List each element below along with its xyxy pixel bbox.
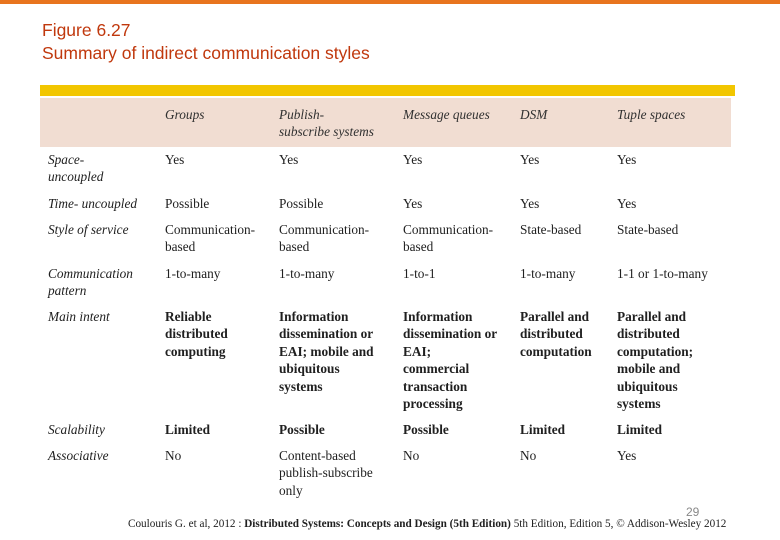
table-cell: Possible [403, 422, 449, 437]
table-cell: 1-to-many [520, 266, 576, 281]
page-number: 29 [686, 505, 700, 519]
top-accent-bar [0, 0, 780, 4]
row-label: Main intent [48, 309, 110, 324]
figure-number: Figure 6.27 [42, 20, 131, 40]
table-cell: Yes [403, 152, 423, 167]
citation-footer [128, 518, 726, 530]
table-cell: No [165, 448, 182, 463]
table-cell: 1-1 or 1-to-many [617, 266, 708, 281]
slide-title [42, 19, 370, 65]
row-label: Associative [48, 448, 109, 463]
row-label: Scalability [48, 422, 105, 437]
table-cell: Parallel and distributed computation [520, 309, 592, 359]
table-cell: 1-to-many [165, 266, 221, 281]
column-header: DSM [520, 107, 548, 122]
citation-book-title: Distributed Systems: Concepts and Design (5th Edition) [244, 518, 511, 530]
yellow-rule [40, 85, 735, 96]
column-header: Groups [165, 107, 205, 122]
table-cell: Possible [279, 196, 324, 211]
table-cell: Parallel and distributed computation; mobile and ubiquitous systems [617, 309, 694, 412]
row-label: Space- uncoupled [48, 152, 104, 185]
table-cell: Limited [165, 422, 211, 437]
column-header: Publish- subscribe systems [279, 107, 374, 140]
column-header: Tuple spaces [617, 107, 686, 122]
table-cell: State-based [617, 222, 679, 237]
table-cell: Communication- based [279, 222, 370, 255]
row-label: Communication pattern [48, 266, 133, 299]
table-cell: Communication- based [165, 222, 256, 255]
citation-suffix: 5th Edition, Edition 5, © Addison-Wesley 2012 [510, 518, 727, 530]
table-cell: 1-to-many [279, 266, 335, 281]
table-cell: Yes [520, 196, 540, 211]
table-cell: Yes [617, 448, 637, 463]
table-cell: Possible [279, 422, 325, 437]
table-cell: Yes [520, 152, 540, 167]
citation-prefix: Coulouris G. et al, 2012 : [128, 518, 245, 530]
table-cell: Content-based publish-subscribe only [279, 448, 373, 498]
table-cell: Limited [520, 422, 566, 437]
table-cell: Yes [165, 152, 185, 167]
table-cell: Yes [279, 152, 299, 167]
row-label: Style of service [48, 222, 129, 237]
table-cell: 1-to-1 [403, 266, 436, 281]
column-header: Message queues [403, 107, 490, 122]
row-label: Time- uncoupled [48, 196, 138, 211]
table-cell: Yes [617, 152, 637, 167]
table-cell: Information dissemination or EAI; mobile and ubiquitous systems [279, 309, 374, 394]
table-cell: Yes [617, 196, 637, 211]
table-cell: Information dissemination or EAI; commercial transaction processing [403, 309, 498, 412]
table-cell: Limited [617, 422, 663, 437]
table-cell: Possible [165, 196, 210, 211]
figure-caption: Summary of indirect communication styles [42, 43, 370, 63]
table-cell: No [520, 448, 537, 463]
table-cell: Communication- based [403, 222, 494, 255]
table-cell: Reliable distributed computing [165, 309, 228, 359]
table-cell: State-based [520, 222, 582, 237]
table-cell: No [403, 448, 420, 463]
table-cell: Yes [403, 196, 423, 211]
